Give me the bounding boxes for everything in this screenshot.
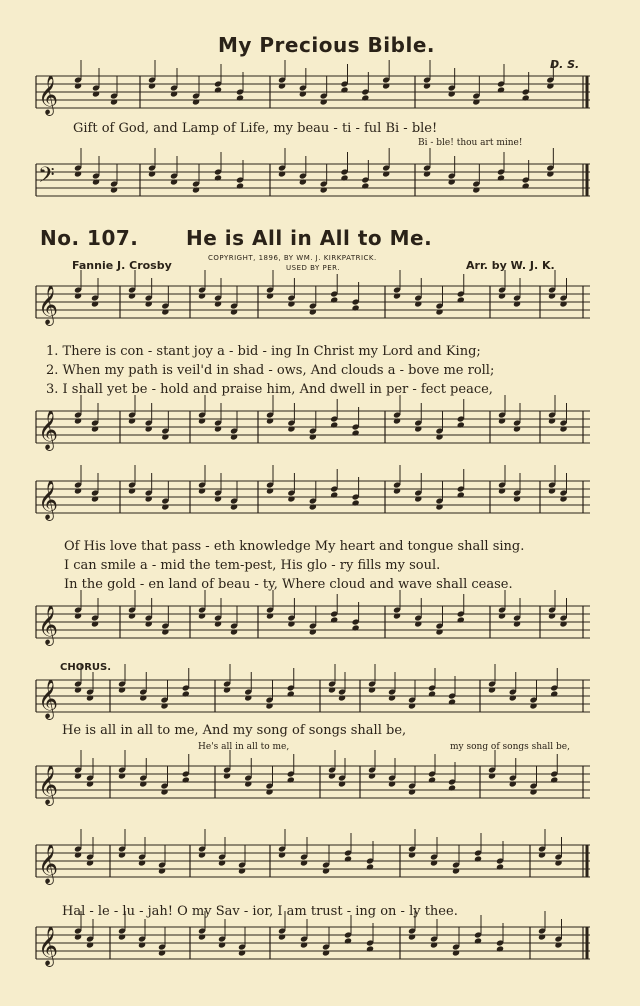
author-credit: Fannie J. Crosby [72, 259, 172, 272]
hymn-a-ds-lyric: Bi - ble! thou art mine! [418, 138, 523, 148]
verse-2-line-2: I can smile a - mid the tem-pest, His glo - ry fills my soul. [64, 558, 441, 573]
treble-clef-icon: 𝄞 [38, 410, 59, 450]
verse-1-line-2: Of His love that pass - eth knowledge My heart and tongue shall sing. [64, 539, 525, 554]
ds-marking: D. S. [550, 58, 580, 71]
hymn-title-my-precious-bible: My Precious Bible. [218, 33, 435, 57]
verse-3-line-1: 3. I shall yet be - hold and praise him, And dwell in per - fect peace, [46, 382, 493, 397]
hymn-title: He is All in All to Me. [186, 226, 433, 250]
treble-clef-icon: 𝄞 [38, 605, 59, 645]
chorus-label: CHORUS. [60, 662, 112, 673]
copyright-line-2: USED BY PER. [286, 264, 341, 272]
verse-3-line-2: In the gold - en land of beau - ty, Where cloud and wave shall cease. [64, 577, 513, 592]
bass-clef-icon: 𝄢 [38, 163, 55, 193]
copyright-line-1: COPYRIGHT, 1896, BY WM. J. KIRKPATRICK. [208, 254, 377, 262]
chorus-lyric: He is all in all to me, And my song of songs shall be, [62, 723, 407, 738]
treble-clef-icon: 𝄞 [38, 926, 59, 966]
treble-clef-icon: 𝄞 [38, 480, 59, 520]
treble-clef-icon: 𝄞 [38, 844, 59, 884]
verse-2-line-1: 2. When my path is veil'd in shad - ows, And clouds a - bove me roll; [46, 363, 495, 378]
treble-clef-icon: 𝄞 [38, 765, 59, 805]
treble-clef-icon: 𝄞 [38, 285, 59, 325]
verse-1-line-1: 1. There is con - stant joy a - bid - ing In Christ my Lord and King; [46, 344, 481, 359]
treble-clef-icon: 𝄞 [38, 679, 59, 719]
chorus-echo-2: my song of songs shall be, [450, 742, 570, 752]
treble-clef-icon: 𝄞 [38, 75, 59, 115]
hymn-number: No. 107. [40, 226, 139, 250]
final-lyric: Hal - le - lu - jah! O my Sav - ior, I am trust - ing on - ly thee. [62, 904, 458, 919]
chorus-echo-1: He's all in all to me, [198, 742, 290, 752]
arranger-credit: Arr. by W. J. K. [466, 259, 555, 272]
hymn-a-lyric: Gift of God, and Lamp of Life, my beau - ti - ful Bi - ble! [73, 121, 438, 136]
